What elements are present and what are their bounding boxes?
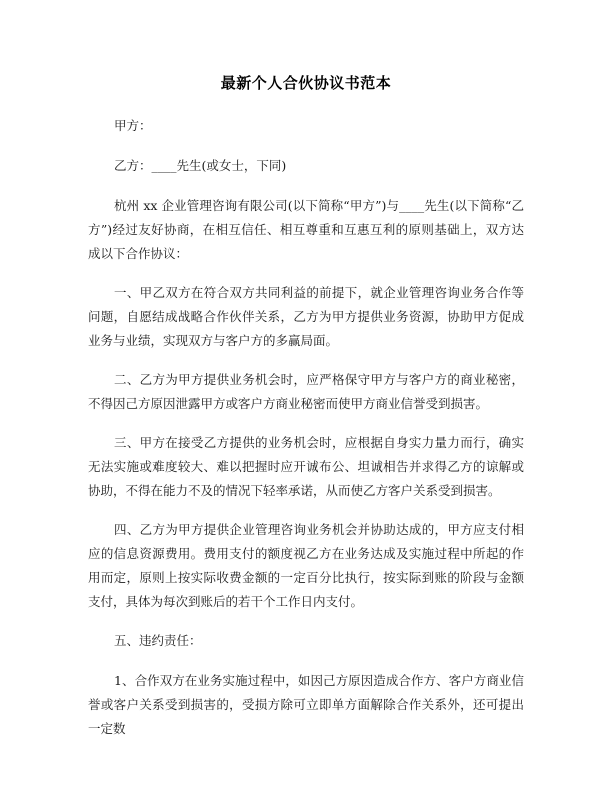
clause-3-paragraph: 三、甲方在接受乙方提供的业务机会时，应根据自身实力量力而行，确实无法实施或难度较大、难以把握时应开诚布公、坦诚相告并求得乙方的谅解或协助，不得在能力不及的情况下轻率承诺，从而使乙方客户关系受到损害。: [88, 435, 524, 498]
clause-1-paragraph: 一、甲乙双方在符合双方共同利益的前提下，就企业管理咨询业务合作等问题，自愿结成战略合作伙伴关系，乙方为甲方提供业务资源，协助甲方促成业务与业绩，实现双方与客户方的多赢局面。: [88, 285, 524, 348]
clause-4-paragraph: 四、乙方为甲方提供企业管理咨询业务机会并协助达成的，甲方应支付相应的信息资源费用。费用支付的额度视乙方在业务达成及实施过程中所起的作用而定，原则上按实际收费金额的一定百分比执行，按实际到账的阶段与金额支付，具体为每次到账后的若干个工作日内支付。: [88, 522, 524, 609]
preamble-paragraph: 杭州 xx 企业管理咨询有限公司(以下简称“甲方”)与____先生(以下简称“乙方”)经过友好协商，在相互信任、相互尊重和互惠互利的原则基础上，双方达成以下合作协议：: [88, 198, 524, 261]
document-title: 最新个人合伙协议书范本: [220, 74, 392, 92]
clause-2-paragraph: 二、乙方为甲方提供业务机会时，应严格保守甲方与客户方的商业秘密，不得因己方原因泄露甲方或客户方商业秘密而使甲方商业信誉受到损害。: [88, 372, 524, 411]
party-b-line: 乙方：____先生(或女士，下同): [114, 158, 287, 173]
document-body: [88, 114, 524, 756]
clause-5-1-paragraph: 1、合作双方在业务实施过程中，如因己方原因造成合作方、客户方商业信誉或客户关系受到损害的，受损方除可立即单方面解除合作关系外，还可提出一定数: [88, 673, 524, 736]
clause-5-heading: 五、违约责任：: [114, 633, 202, 648]
party-a-line: 甲方：: [114, 118, 152, 133]
